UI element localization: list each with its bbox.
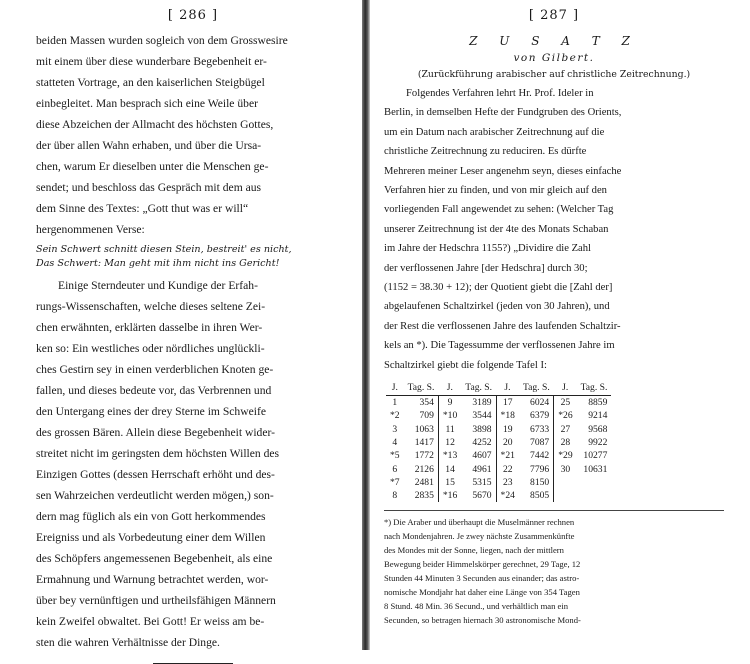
column-header: Tag. S. — [404, 381, 439, 396]
text-line: sen Wahrzeichen verdeutlicht werden mögen,) son- — [36, 489, 274, 502]
text-line: beiden Massen wurden sogleich von dem Grosswesire — [36, 34, 288, 47]
column-header: Tag. S. — [577, 381, 612, 396]
text-line: diese Abzeichen der Allmacht des höchsten Gottes, — [36, 118, 274, 131]
footnote-line: 8 Stund. 48 Min. 36 Secund., und verhältlich man ein — [384, 601, 569, 612]
day-sum-cell: 8505 — [519, 489, 554, 502]
day-sum-cell: 9568 — [588, 423, 608, 435]
table-row — [386, 476, 611, 489]
text-line: der verflossenen Jahre [der Hedschra] durch 30; — [384, 262, 588, 274]
day-sum-cell: 2126 — [404, 463, 439, 476]
verse-block — [36, 243, 350, 271]
footnote-line: *) Die Araber und überhaupt die Muselmänner rechnen — [384, 517, 575, 528]
year-cell: 3 — [392, 423, 398, 435]
day-sum-cell: 3544 — [461, 409, 496, 422]
text-line: sten die wahren Verhältnisse der Dinge. — [36, 636, 220, 649]
text-line: streitet nicht im geringsten dem höchsten Willen des — [36, 447, 280, 460]
day-sum-cell: 10631 — [583, 463, 608, 475]
text-line: unserer Zeitrechnung ist der 4te des Monats Schaban — [384, 223, 609, 235]
text-line: der Rest die verflossenen Jahre des laufenden Schaltzir- — [384, 320, 621, 332]
left-page — [0, 0, 362, 650]
section-subtitle: (Zurückführung arabischer auf christliche Zeitrechnung.) — [417, 69, 691, 80]
verse-line: Sein Schwert schnitt diesen Stein, bestreit' es nicht, — [36, 244, 292, 255]
section-heading: Z U S A T Z — [469, 34, 639, 48]
day-sum-table — [386, 381, 611, 502]
year-cell: *10 — [442, 410, 458, 422]
day-sum-cell: 1772 — [404, 449, 439, 462]
day-sum-cell: 4252 — [461, 436, 496, 449]
year-cell: 22 — [502, 463, 513, 475]
text-line: rungs-Wissenschaften, welche dieses seltene Zei- — [36, 300, 266, 313]
year-cell: 14 — [445, 463, 455, 475]
day-sum-cell: 5670 — [461, 489, 496, 502]
text-line: statteten Vortrage, an den kaiserlichen Steigbügel — [36, 76, 265, 89]
day-sum-cell: 6733 — [519, 423, 554, 436]
year-cell: 19 — [502, 423, 513, 435]
year-cell: *29 — [558, 450, 573, 462]
footnote-line: nach Mondenjahren. Je zwey nächste Zusammenkünfte — [384, 531, 575, 542]
page-number-right: [ 287 ] — [528, 8, 580, 23]
text-line: Einige Sterndeuter und Kundige der Erfah- — [58, 279, 258, 292]
text-line: sendet; und beschloss das Gespräch mit dem aus — [36, 181, 262, 194]
year-cell: 23 — [502, 476, 513, 488]
text-line: fallen, und dieses bedeute vor, das Verbrennen und — [36, 384, 272, 397]
right-body-text — [384, 84, 724, 375]
table-row — [386, 396, 611, 410]
day-sum-cell: 7087 — [519, 436, 554, 449]
text-line: dem Sinne des Textes: „Gott thut was er will“ — [36, 202, 249, 215]
text-line: kels an *). Die Tagessumme der verflossenen Jahre im — [384, 340, 615, 352]
day-sum-cell: 7442 — [519, 449, 554, 462]
text-line: Folgendes Verfahren lehrt Hr. Prof. Ideler in — [406, 88, 594, 99]
text-line: der über allen Wahn erhaben, und über die Ursa- — [36, 139, 262, 152]
text-line: kein Zweifel obwaltet. Bei Gott! Er weiss am be- — [36, 615, 265, 628]
year-cell: *18 — [500, 410, 515, 422]
year-cell: 12 — [445, 436, 455, 448]
year-cell: 30 — [560, 463, 571, 475]
footnote-line: des Mondes mit der Sonne, liegen, nach der mittlern — [384, 545, 564, 556]
text-line: Berlin, in demselben Hefte der Fundgruben des Orients, — [384, 107, 622, 119]
year-cell: 11 — [445, 423, 455, 435]
day-sum-cell: 8859 — [588, 397, 608, 409]
year-cell: 28 — [560, 436, 571, 448]
right-page — [370, 0, 750, 650]
text-line: des Schöpfers angemessenen Begebenheit, als eine — [36, 552, 273, 565]
day-sum-cell: 10277 — [583, 450, 608, 462]
year-cell: 8 — [392, 490, 398, 502]
table-row — [386, 463, 611, 476]
text-line: ches Gestirn sey in einen verderblichen Knoten ge- — [36, 363, 274, 376]
text-line: vorliegenden Fall angewendet zu sehen: (Welcher Tag — [384, 204, 614, 216]
footnote-line: Bewegung beider Himmelskörper gerechnet, 29 Tage, 12 — [384, 559, 581, 570]
day-sum-cell: 2481 — [404, 476, 439, 489]
year-cell: *7 — [390, 476, 400, 488]
footnote-line: Secunden, so betragen hiernach 30 astronomische Mond- — [384, 615, 581, 626]
column-header: Tag. S. — [519, 381, 554, 396]
left-body-text-2 — [36, 275, 350, 653]
text-line: Verfahren hier zu finden, und von mir gleich auf den — [384, 185, 607, 197]
text-line: chen erwähnten, erklärten dasselbe in ihren Wer- — [36, 321, 263, 334]
column-header: J. — [438, 381, 461, 396]
day-sum-cell: 709 — [404, 409, 439, 422]
day-sum-cell — [577, 476, 612, 489]
day-sum-cell: 6379 — [519, 409, 554, 422]
day-sum-cell: 1417 — [404, 436, 439, 449]
day-sum-cell: 9922 — [588, 436, 608, 448]
text-line: ken so: Ein westliches oder nördliches unglückli- — [36, 342, 265, 355]
table-row — [386, 409, 611, 422]
year-cell: *16 — [442, 490, 458, 502]
year-cell: *26 — [558, 410, 573, 422]
book-gutter — [362, 0, 370, 650]
column-header: J. — [554, 381, 577, 396]
text-line: um ein Datum nach arabischer Zeitrechnung auf die — [384, 126, 605, 138]
text-line: chen, warum Er dieselben unter die Menschen ge- — [36, 160, 269, 173]
text-line: im Jahre der Hedschra 1155?) „Dividire die Zahl — [384, 243, 591, 255]
table-row — [386, 436, 611, 449]
year-cell — [554, 489, 577, 502]
verse-line: Das Schwert: Man geht mit ihm nicht ins Gericht! — [36, 258, 280, 269]
text-line: mit einem über diese wunderbare Begebenheit er- — [36, 55, 267, 68]
text-line: Einzigen Gottes (dessen Herrschaft erhöht und des- — [36, 468, 275, 481]
footnote-line: Stunden 44 Minuten 3 Secunden aus einander; das astro- — [384, 573, 580, 584]
year-cell: *5 — [390, 450, 400, 462]
text-line: den Untergang eines der drey Sterne im Schweife — [36, 405, 266, 418]
day-sum-cell: 3898 — [461, 423, 496, 436]
text-line: abgelaufenen Schaltzirkel (jeden von 30 Jahren), und — [384, 301, 610, 313]
column-header: J. — [496, 381, 519, 396]
text-line: des grossen Bären. Allein diese Begebenheit wider- — [36, 426, 275, 439]
text-line: hergenommenen Verse: — [36, 223, 145, 236]
day-sum-cell: 4607 — [461, 449, 496, 462]
year-cell: 9 — [447, 397, 453, 409]
year-cell: 17 — [502, 397, 513, 409]
text-line: christliche Zeitrechnung zu reduciren. Es dürfte — [384, 146, 587, 158]
footnote-line: nomische Mondjahr hat daher eine Länge von 354 Tagen — [384, 587, 580, 598]
year-cell — [554, 476, 577, 489]
table-body — [386, 396, 611, 503]
day-sum-cell: 7796 — [519, 463, 554, 476]
text-line: Schaltzirkel giebt die folgende Tafel I: — [384, 359, 547, 371]
table-row — [386, 489, 611, 502]
day-sum-cell: 354 — [404, 396, 439, 410]
day-sum-cell: 8150 — [519, 476, 554, 489]
day-sum-cell: 2835 — [404, 489, 439, 502]
year-cell: 27 — [560, 423, 571, 435]
day-sum-cell: 9214 — [588, 410, 608, 422]
year-cell: 6 — [392, 463, 398, 475]
text-line: über bey vernünftigen und urtheilsfähigen Männern — [36, 594, 276, 607]
table-row — [386, 449, 611, 462]
day-sum-cell: 1063 — [404, 423, 439, 436]
text-line: Ereigniss und als Vorbedeutung einer dem Willen — [36, 531, 266, 544]
page-number-left: [ 286 ] — [167, 8, 219, 23]
text-line: Mehreren meiner Leser angenehm seyn, dieses einfache — [384, 165, 622, 177]
footnote — [384, 510, 724, 627]
day-sum-cell: 5315 — [461, 476, 496, 489]
day-sum-cell: 6024 — [519, 396, 554, 410]
day-sum-cell: 3189 — [461, 396, 496, 410]
year-cell: 1 — [392, 397, 398, 409]
year-cell: 20 — [502, 436, 513, 448]
text-line: (1152 = 38.30 + 12); der Quotient giebt die [Zahl der] — [384, 282, 613, 294]
year-cell: *21 — [500, 450, 515, 462]
year-cell: 15 — [445, 476, 455, 488]
text-line: dern mag füglich als ein von Gott herkommendes — [36, 510, 266, 523]
table-header-row — [386, 381, 611, 396]
year-cell: 25 — [560, 397, 571, 409]
year-cell: *2 — [390, 410, 400, 422]
year-cell: *13 — [442, 450, 458, 462]
text-line: einbegleitet. Man besprach sich eine Weile über — [36, 97, 258, 110]
column-header: J. — [386, 381, 404, 396]
text-line: Ermahnung und Warnung betrachtet werden, wor- — [36, 573, 269, 586]
table-row — [386, 423, 611, 436]
left-body-text — [36, 30, 350, 240]
year-cell: 4 — [392, 436, 398, 448]
author-line: von Gilbert. — [513, 52, 595, 64]
day-sum-cell: 4961 — [461, 463, 496, 476]
column-header: Tag. S. — [461, 381, 496, 396]
day-sum-cell — [577, 489, 612, 502]
year-cell: *24 — [500, 490, 515, 502]
